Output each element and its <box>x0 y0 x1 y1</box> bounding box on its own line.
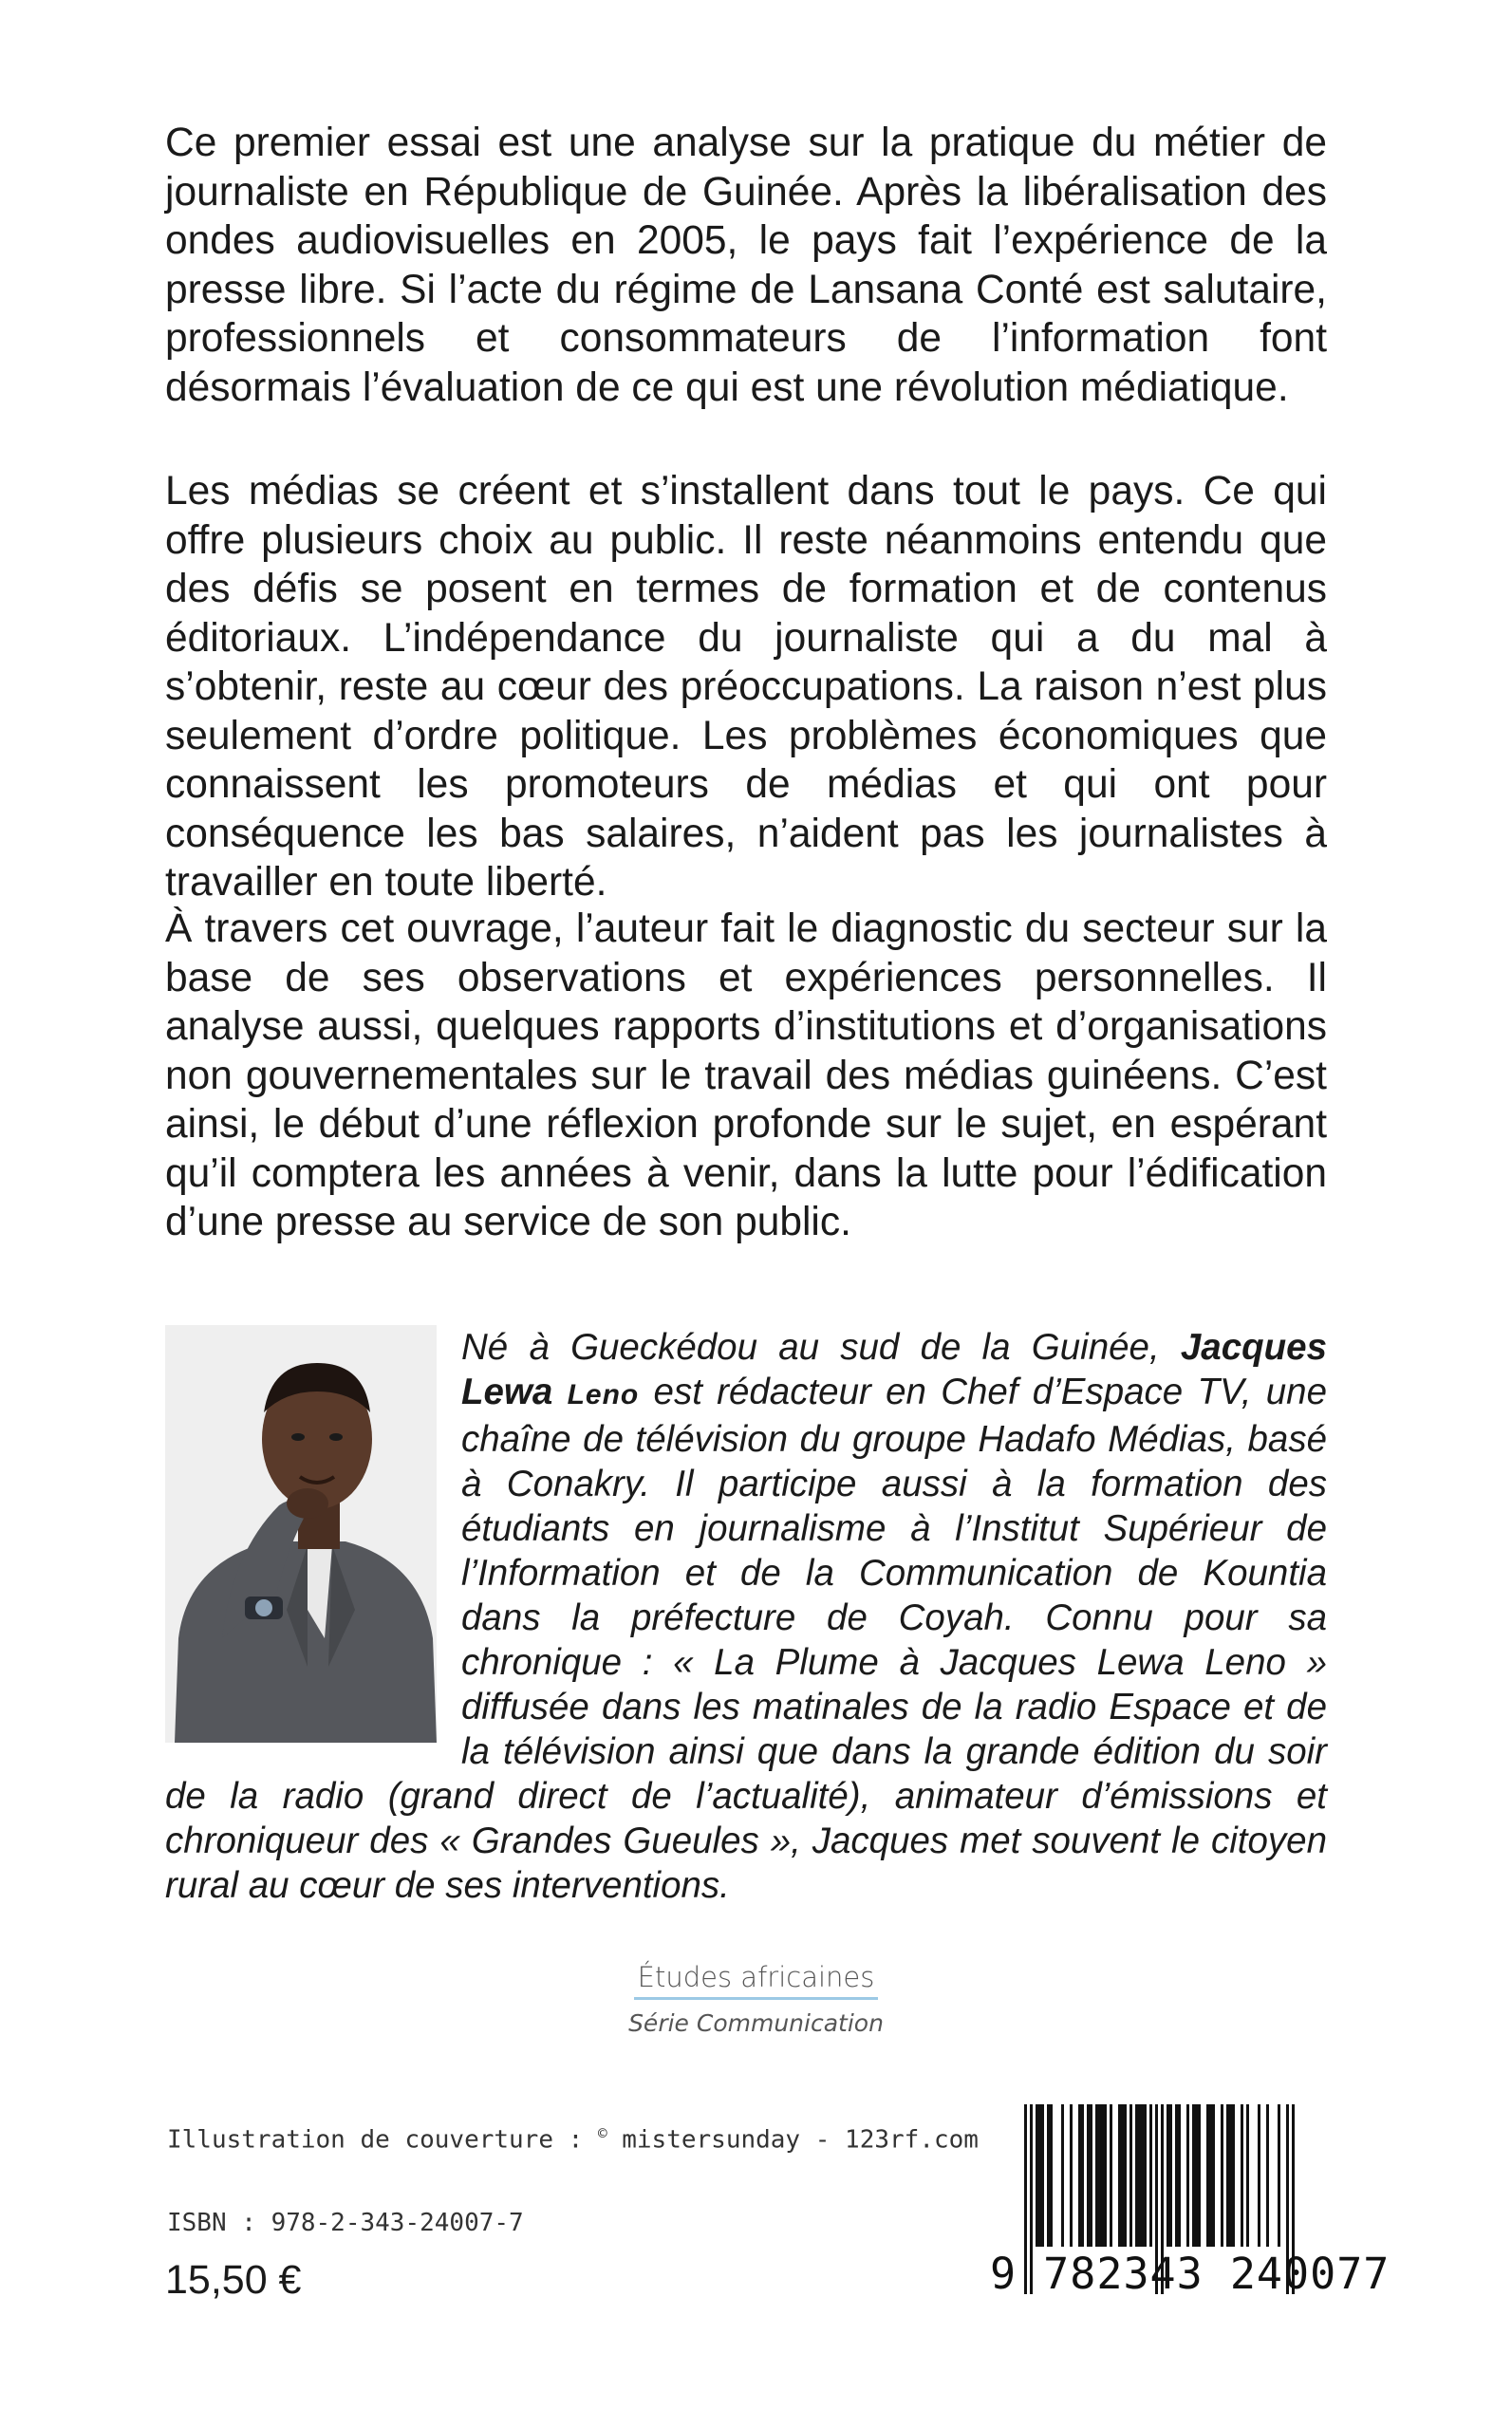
barcode-bar <box>1124 2104 1127 2247</box>
price: 15,50 € <box>165 2257 302 2303</box>
barcode-bar <box>1221 2104 1223 2247</box>
author-last-name: Leno <box>567 1379 640 1410</box>
barcode-bar <box>1141 2104 1144 2247</box>
barcode-bar <box>1087 2104 1090 2247</box>
barcode-bar <box>1175 2104 1178 2247</box>
barcode-bar <box>1229 2104 1232 2247</box>
barcode-bar <box>1098 2104 1101 2247</box>
barcode-bar <box>1047 2104 1050 2247</box>
author-photo <box>165 1325 437 1743</box>
summary-paragraph-2: Les médias se créent et s’installent dans tout le pays. Ce qui offre plusieurs choix au public. Il reste néanmoins entendu que des défis se posent en termes de formation et de contenus éditoriaux. L’indépendance du journaliste qui a du mal à s’obtenir, reste au cœur des préoccupations. La raison n’est plus seulement d’ordre politique. Les problèmes économiques que connaissent les promoteurs de médias et qui ont pour conséquence les bas salaires, n’aident pas les journalistes à travailler en toute liberté. <box>165 469 1327 905</box>
barcode-bar <box>1246 2104 1249 2247</box>
barcode-bar <box>1038 2104 1041 2247</box>
barcode-bar <box>1078 2104 1081 2247</box>
isbn: ISBN : 978-2-343-24007-7 <box>167 2209 524 2237</box>
barcode-bar <box>1129 2104 1132 2247</box>
barcode-bar <box>1241 2104 1243 2247</box>
cover-illustration-credit <box>167 2124 979 2155</box>
barcode-bar <box>1169 2104 1172 2247</box>
barcode-bar <box>1101 2104 1104 2247</box>
barcode-bar <box>1118 2104 1121 2247</box>
barcode-bar <box>1195 2104 1198 2247</box>
barcode-bar <box>1232 2104 1235 2247</box>
author-first-name: Jacques Lewa <box>461 1327 1327 1412</box>
barcode-bar <box>1266 2104 1269 2247</box>
barcode-bar <box>1178 2104 1181 2247</box>
barcode-bar <box>1110 2104 1112 2247</box>
series-block <box>0 1961 1512 2037</box>
series-title: Études africaines <box>634 1961 879 2000</box>
copyright-symbol: © <box>597 2124 607 2142</box>
barcode-bar <box>1149 2104 1152 2247</box>
barcode-bar <box>1121 2104 1124 2247</box>
credit-source: mistersunday - 123rf.com <box>607 2125 979 2155</box>
barcode-bar <box>1144 2104 1147 2247</box>
barcode-bar <box>1041 2104 1044 2247</box>
barcode-bar <box>1061 2104 1064 2247</box>
barcode-bar <box>1135 2104 1138 2247</box>
bio-intro: Né à Gueckédou au sud de la Guinée, <box>461 1327 1181 1368</box>
barcode-bar <box>1095 2104 1098 2247</box>
barcode-bar <box>1167 2104 1169 2247</box>
credit-label: Illustration de couverture : <box>167 2125 598 2155</box>
barcode-bar <box>1070 2104 1073 2247</box>
barcode-bar <box>1138 2104 1141 2247</box>
summary-paragraph-1: Ce premier essai est une analyse sur la pratique du métier de journaliste en République de Guinée. Après la libéralisation des ondes audiovisuelles en 2005, le pays fait l’expérience de la presse libre. Si l’acte du régime de Lansana Conté est salutaire, professionnels et consommateurs de l’information font désormais l’évaluation de ce qui est une révolution médiatique. <box>165 121 1327 410</box>
barcode-bar <box>1226 2104 1229 2247</box>
barcode-bar <box>1081 2104 1084 2247</box>
barcode-bar <box>1090 2104 1092 2247</box>
barcode-bar <box>1258 2104 1260 2247</box>
barcode-bar <box>1050 2104 1053 2247</box>
barcode-bar <box>1192 2104 1195 2247</box>
barcode-bar <box>1198 2104 1201 2247</box>
summary-paragraph-3: À travers cet ouvrage, l’auteur fait le diagnostic du secteur sur la base de ses observations et expériences personnelles. Il analyse aussi, quelques rapports d’institutions et d’organisations non gouvernementales sur le travail des médias guinéens. C’est ainsi, le début d’une réflexion profonde sur le sujet, en espérant qu’il comptera les années à venir, dans la lutte pour l’édification d’une presse au service de son public. <box>165 906 1327 1244</box>
barcode-bar <box>1212 2104 1215 2247</box>
barcode-bar <box>1036 2104 1038 2247</box>
series-subtitle: Série Communication <box>628 2009 884 2037</box>
barcode-number: 9 782343 240077 <box>990 2249 1391 2299</box>
barcode-bar <box>1186 2104 1189 2247</box>
author-bio <box>165 1325 1327 1908</box>
barcode-bar <box>1209 2104 1212 2247</box>
barcode-bar <box>1104 2104 1107 2247</box>
barcode-bar <box>1206 2104 1209 2247</box>
bio-text: est rédacteur en Chef d’Espace TV, une chaîne de télévision du groupe Hadafo Médias, basé à Conakry. Il participe aussi à la formation des étudiants en journalisme à l’Institut Supérieur de l’Information et de la Communication de Kountia dans la préfecture de Coyah. Connu pour sa chronique : « La Plume à Jacques Lewa Leno » diffusée dans les matinales de la radio Espace et de la télévision ainsi que dans la grande édition du soir de la radio (grand direct de l’actualité), animateur d’émissions et chroniqueur des « Grandes Gueules », Jacques met souvent le citoyen rural au cœur de ses interventions. <box>165 1372 1328 1906</box>
barcode-bar <box>1278 2104 1280 2247</box>
